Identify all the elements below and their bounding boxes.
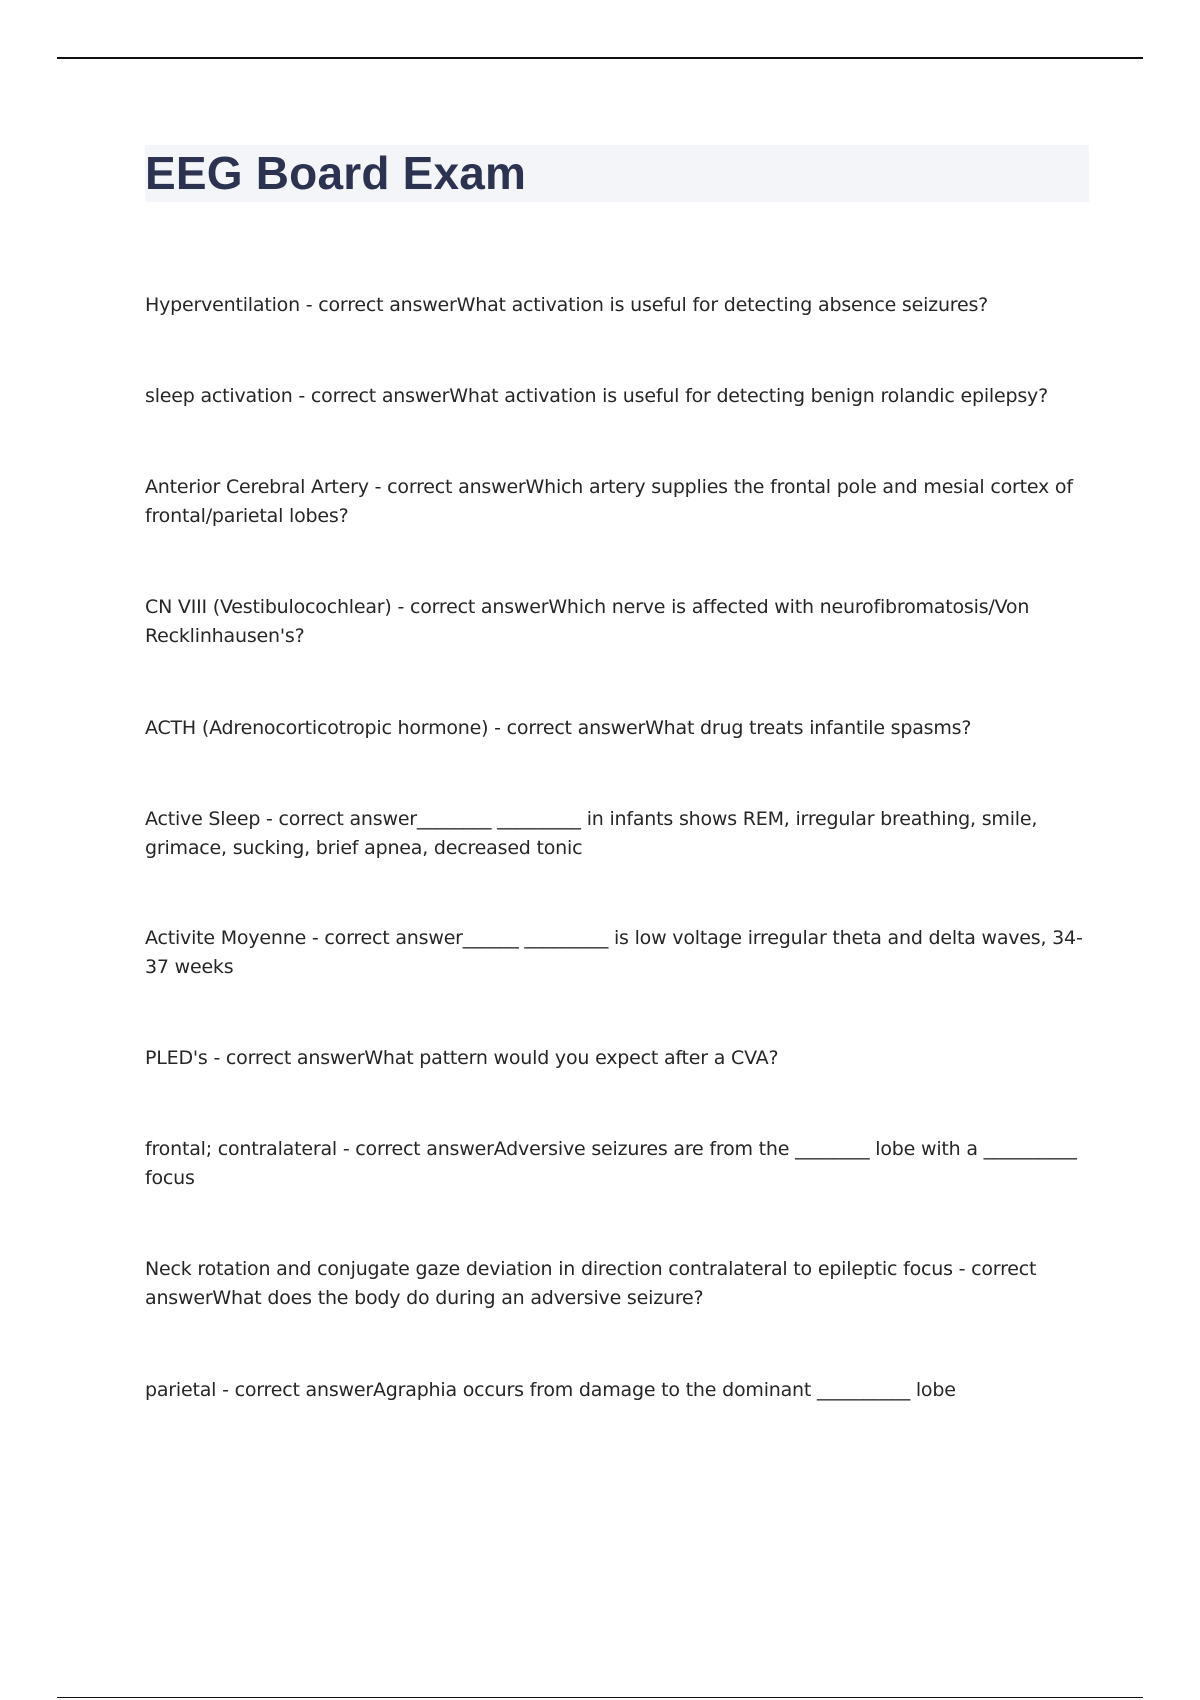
- qa-entry-5: ACTH (Adrenocorticotropic hormone) - correct answerWhat drug treats infantile spasms?: [145, 717, 972, 739]
- qa-entry-1: Hyperventilation - correct answerWhat activation is useful for detecting absence seizures?: [145, 294, 989, 316]
- qa-entry-2: sleep activation - correct answerWhat activation is useful for detecting benign rolandic epilepsy?: [145, 385, 1048, 407]
- qa-entry-4: CN VIII (Vestibulocochlear) - correct answerWhich nerve is affected with neurofibromatosis/Von Recklinhausen's?: [145, 596, 1030, 647]
- qa-entry-6: Active Sleep - correct answer________ _________ in infants shows REM, irregular breathing, smile, grimace, sucking, brief apnea, decreased tonic: [145, 808, 1038, 859]
- top-rule: [57, 57, 1143, 59]
- qa-entry-11: parietal - correct answerAgraphia occurs from damage to the dominant __________ lobe: [145, 1379, 956, 1401]
- qa-entry-7: Activite Moyenne - correct answer______ _________ is low voltage irregular theta and delta waves, 34-37 weeks: [145, 927, 1083, 978]
- qa-entry-9: frontal; contralateral - correct answerAdversive seizures are from the ________ lobe with a __________ focus: [145, 1138, 1077, 1189]
- qa-entry-8: PLED's - correct answerWhat pattern would you expect after a CVA?: [145, 1047, 779, 1069]
- page-title: EEG Board Exam: [145, 147, 527, 199]
- bottom-rule: [57, 1697, 1143, 1698]
- qa-entry-3: Anterior Cerebral Artery - correct answerWhich artery supplies the frontal pole and mesial cortex of frontal/parietal lobes?: [145, 476, 1073, 527]
- qa-entry-10: Neck rotation and conjugate gaze deviation in direction contralateral to epileptic focus - correct answerWhat does the body do during an adversive seizure?: [145, 1258, 1037, 1309]
- title-band: [145, 145, 1089, 202]
